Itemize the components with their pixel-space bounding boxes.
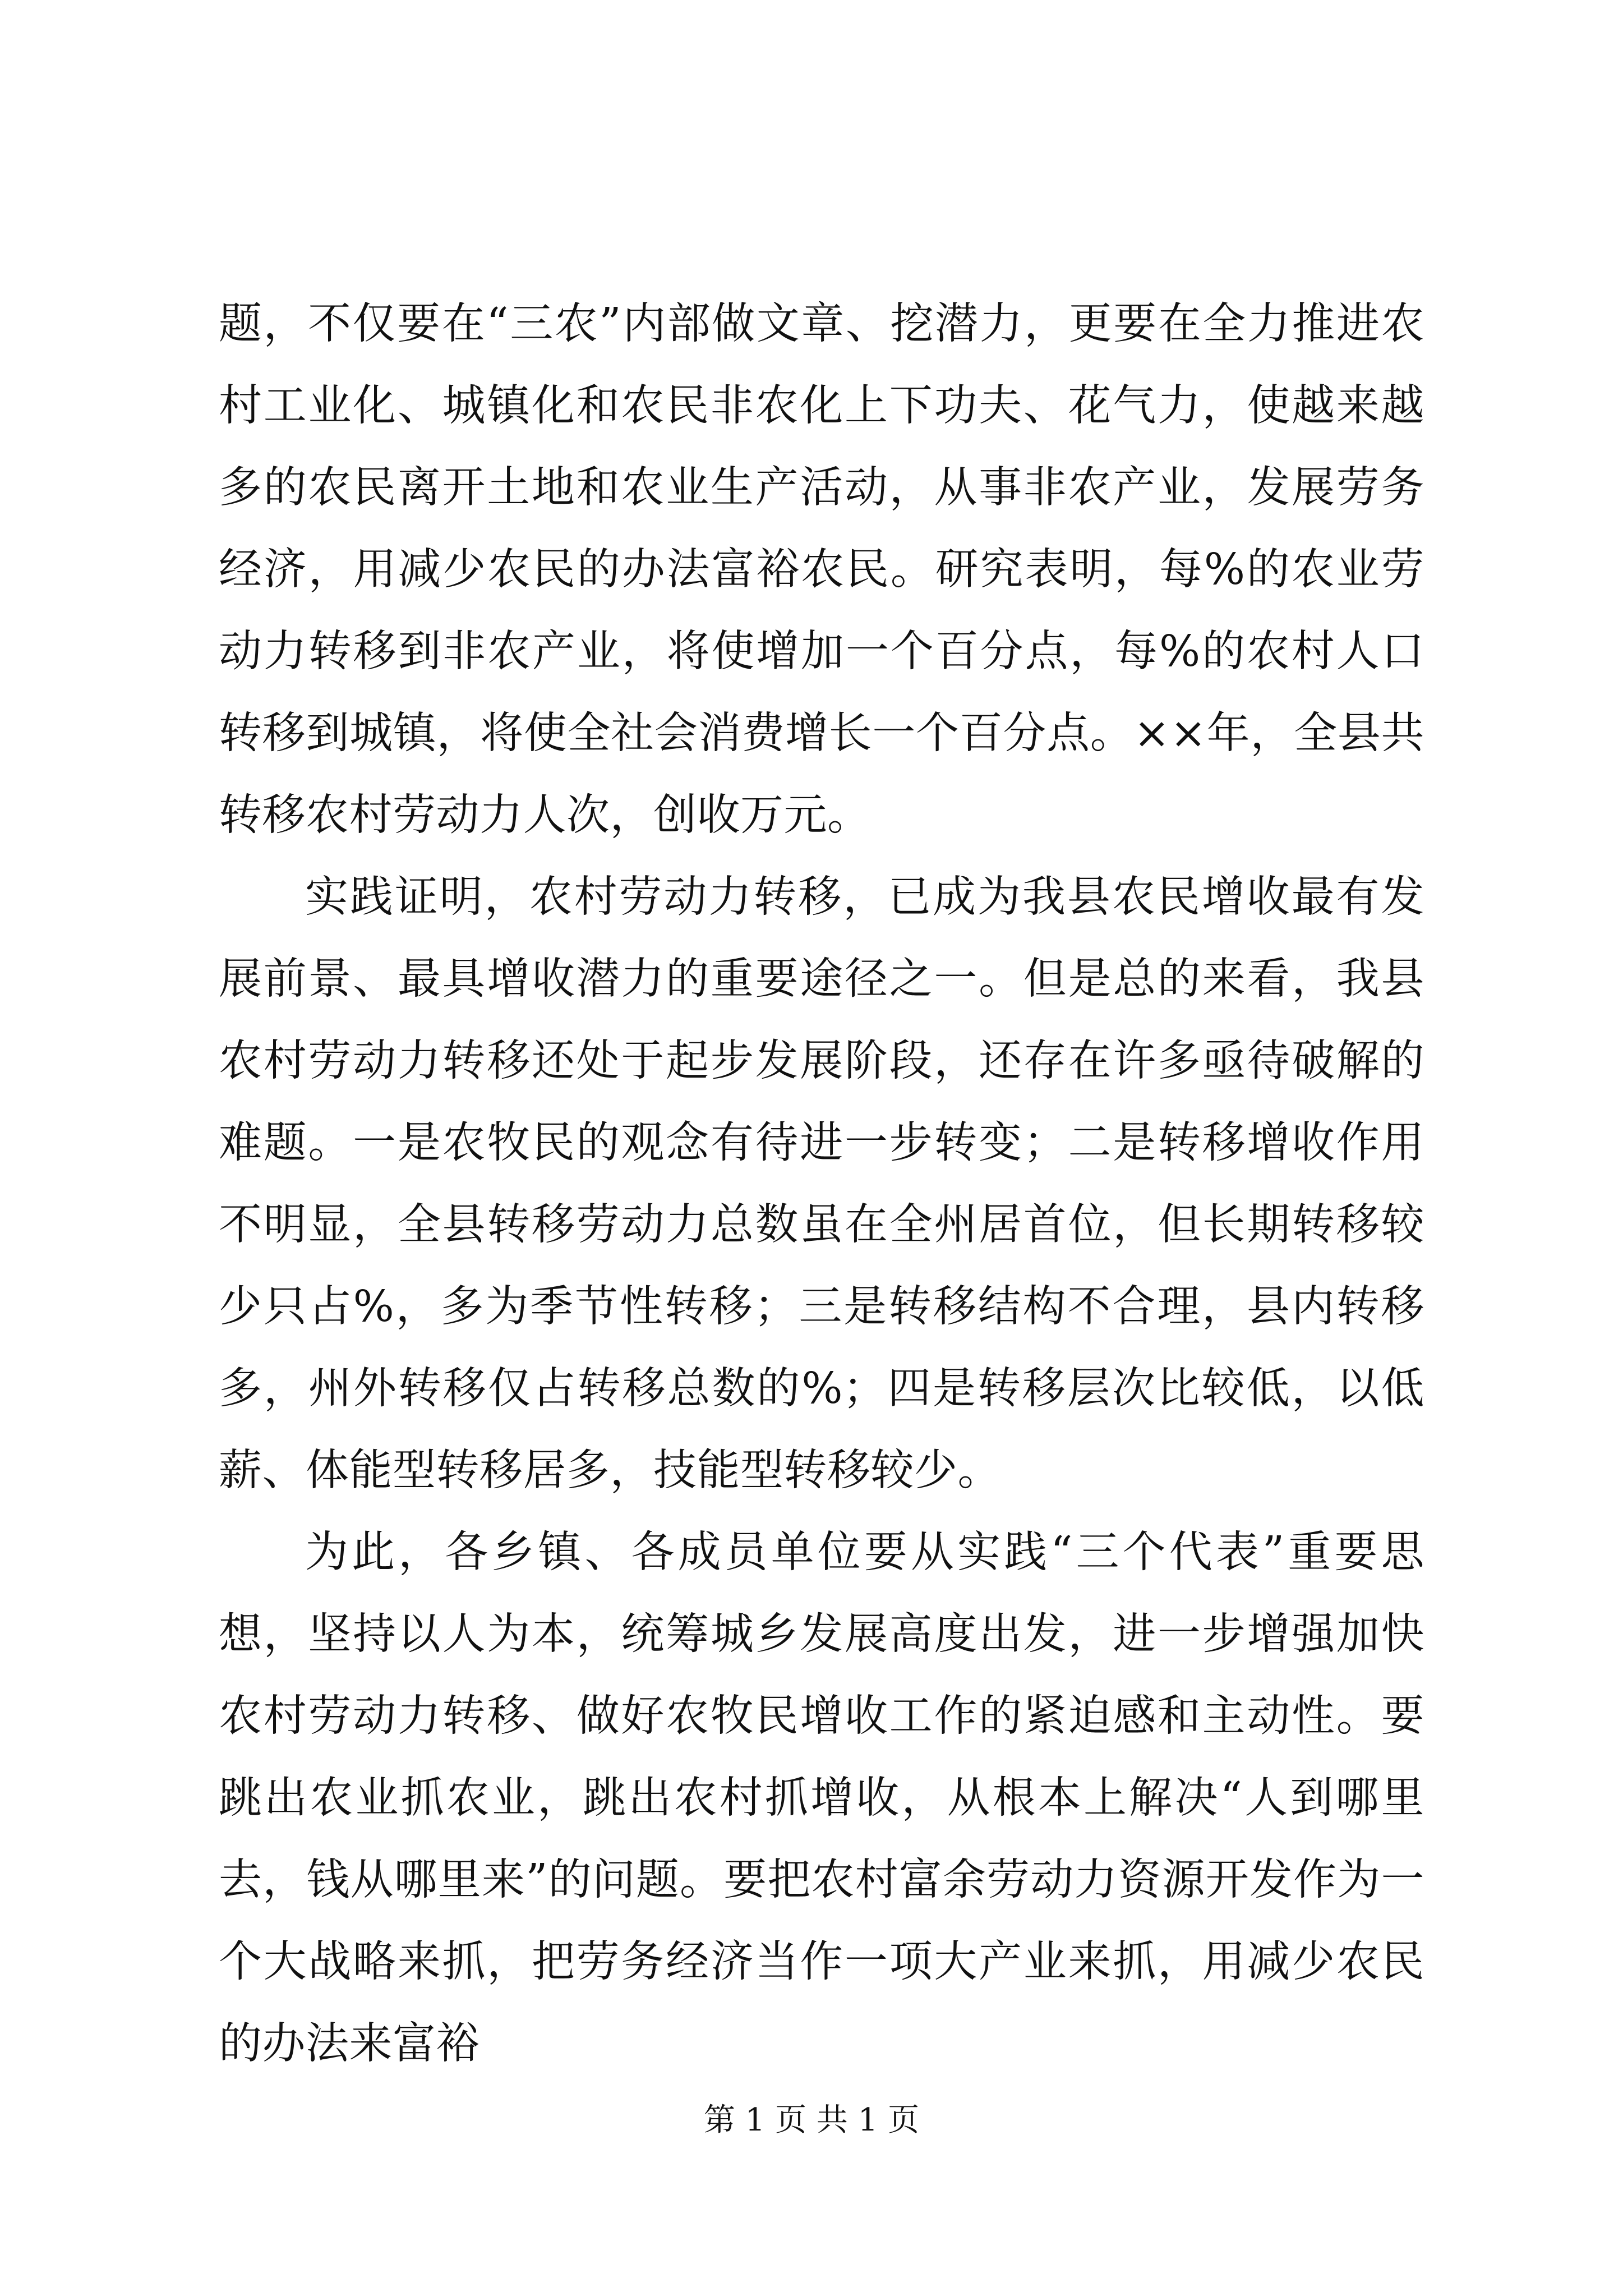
paragraph-1: 题，不仅要在“三农”内部做文章、挖潜力，更要在全力推进农村工业化、城镇化和农民非农化上下功夫、花气力，使越来越多的农民离开土地和农业生产活动，从事非农产业，发展劳务经济，用减少农民的办法富裕农民。研究表明，每%的农业劳动力转移到非农产业，将使增加一个百分点，每%的农村人口转移到城镇，将使全社会消费增长一个百分点。××年，全县共转移农村劳动力人次，创收万元。 bbox=[219, 299, 1424, 840]
paragraph-2: 实践证明，农村劳动力转移，已成为我县农民增收最有发展前景、最具增收潜力的重要途径之一。但是总的来看，我县农村劳动力转移还处于起步发展阶段，还存在许多亟待破解的难题。一是农牧民的观念有待进一步转变；二是转移增收作用不明显，全县转移劳动力总数虽在全州居首位，但长期转移较少只占%，多为季节性转移；三是转移结构不合理，县内转移多，州外转移仅占转移总数的%；四是转移层次比较低，以低薪、体能型转移居多，技能型转移较少。 bbox=[219, 872, 1424, 1496]
paragraph-3: 为此，各乡镇、各成员单位要从实践“三个代表”重要思想，坚持以人为本，统筹城乡发展高度出发，进一步增强加快农村劳动力转移、做好农牧民增收工作的紧迫感和主动性。要跳出农业抓农业，跳出农村抓增收，从根本上解决“人到哪里去，钱从哪里来”的问题。要把农村富余劳动力资源开发作为一个大战略来抓，把劳务经济当作一项大产业来抓，用减少农民的办法来富裕 bbox=[219, 1527, 1424, 2069]
document-body bbox=[219, 283, 1424, 2085]
page-footer: 第 1 页 共 1 页 bbox=[703, 2102, 920, 2138]
